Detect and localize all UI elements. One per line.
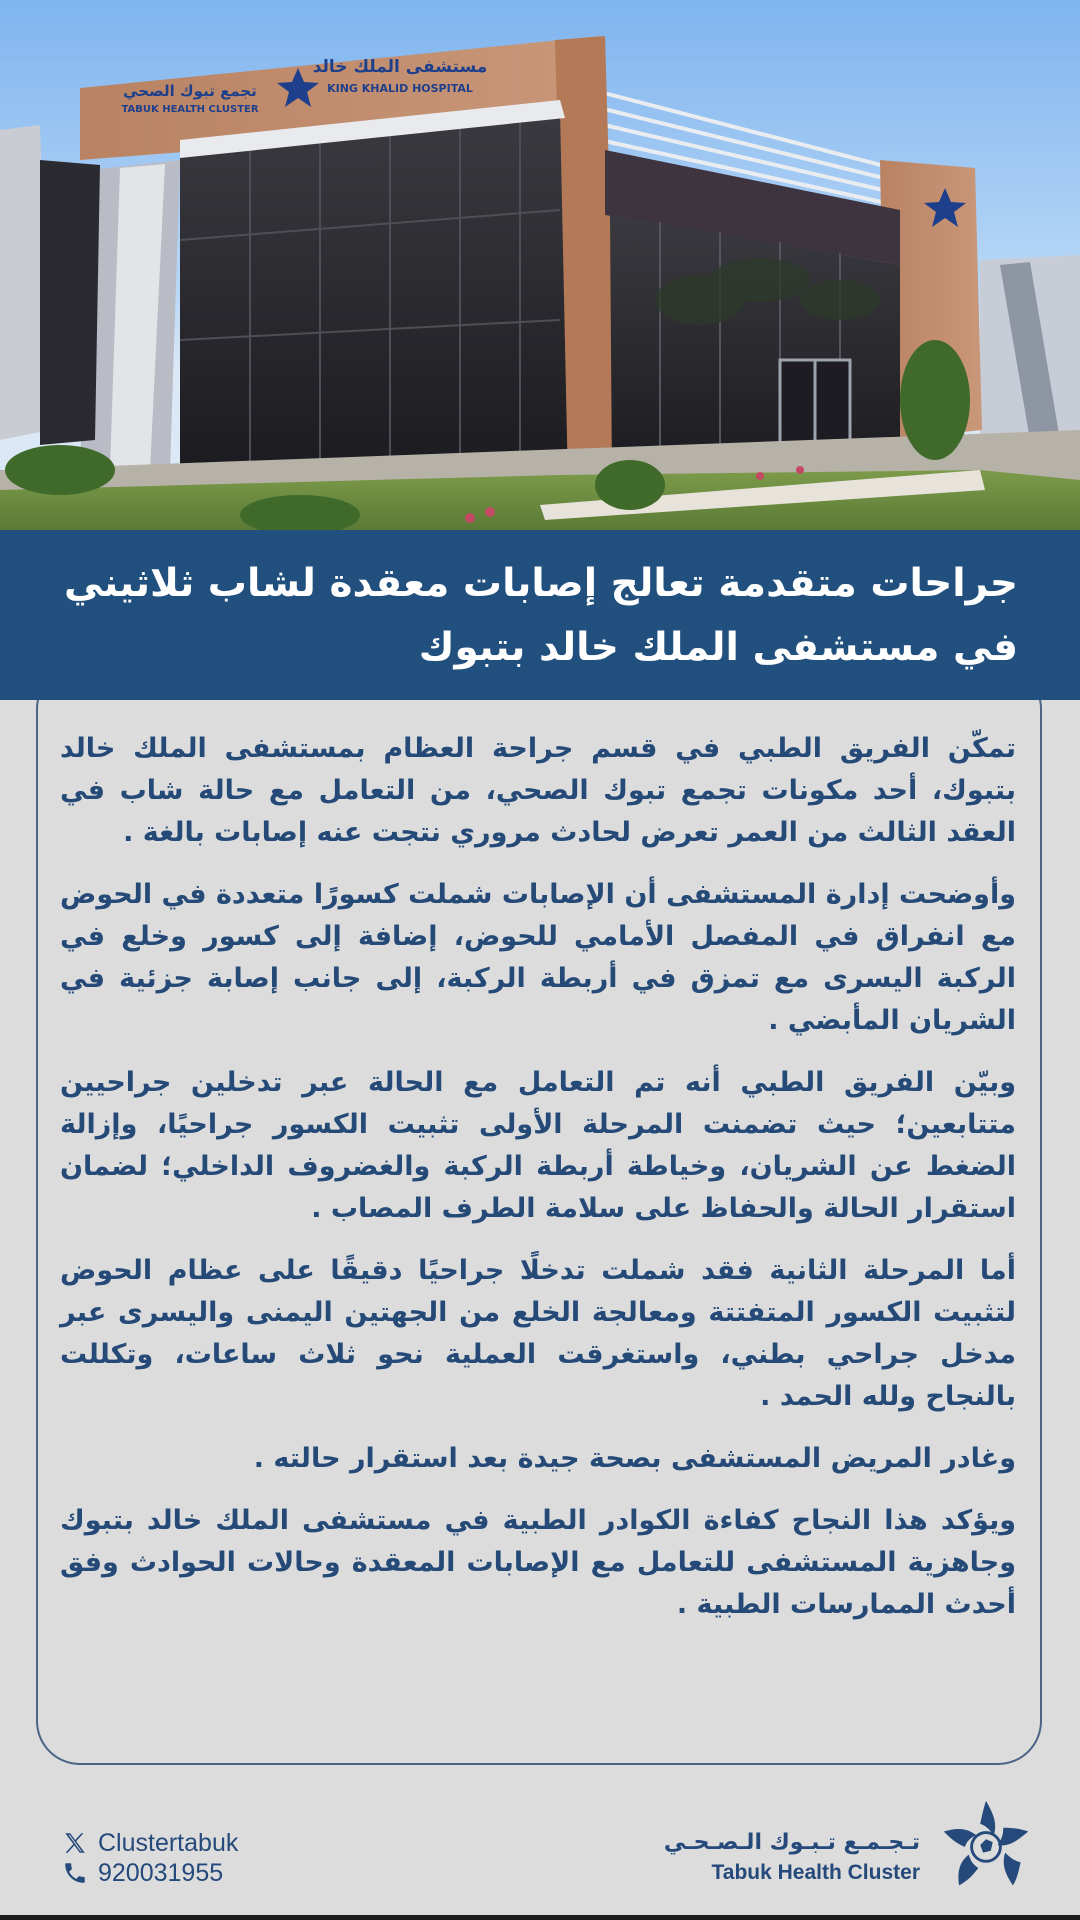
article-paragraph: أما المرحلة الثانية فقد شملت تدخلًا جراحيًا دقيقًا على عظام الحوض لتثبيت الكسور المتفتتة ومعالجة الخلع من الجهتين اليمنى واليسرى عبر مدخل جراحي بطني، واستغرقت العملية نحو ثلاث ساعات، وتكللت بالنجاح ولله الحمد . [60,1255,1016,1412]
article-paragraph: وبيّن الفريق الطبي أنه تم التعامل مع الحالة عبر تدخلين جراحيين متتابعين؛ حيث تضمنت المرحلة الأولى تثبيت الكسور جراحيًا، وإزالة الضغط عن الشريان، وخياطة أربطة الركبة والغضروف الداخلي؛ لضمان استقرار الحالة والحفاظ على سلامة الطرف المصاب . [60,1067,1016,1224]
x-account-link[interactable] [62,1828,238,1858]
x-logo-icon [62,1830,88,1856]
title-line-1: جراحات متقدمة تعالج إصابات معقدة لشاب ثلاثيني [64,561,1018,606]
cluster-sign-ar: تجمع تبوك الصحي [123,82,257,100]
article-paragraph: وغادر المريض المستشفى بصحة جيدة بعد استقرار حالته . [253,1443,1016,1474]
phone-link[interactable] [62,1858,238,1888]
phone-icon [62,1860,88,1886]
brand-name-ar: تـجـمـع تـبـوك الـصـحـي [663,1830,920,1855]
phone-number: 920031955 [98,1859,224,1887]
article-paragraph: تمكّن الفريق الطبي في قسم جراحة العظام بمستشفى الملك خالد بتبوك، أحد مكونات تجمع تبوك الصحي، من التعامل مع حالة شاب في العقد الثالث من العمر تعرض لحادث مروري نتجت عنه إصابات بالغة . [60,733,1016,848]
article-paragraph: ويؤكد هذا النجاح كفاءة الكوادر الطبية في مستشفى الملك خالد بتبوك وجاهزية المستشفى للتعامل مع الإصابات المعقدة وحالات الحوادث وفق أحدث الممارسات الطبية . [60,1505,1016,1620]
article-body [60,728,1016,1646]
bottom-divider [0,1915,1080,1920]
title-band [0,530,1080,700]
main-sign-en: KING KHALID HOSPITAL [327,82,473,95]
article-paragraph: وأوضحت إدارة المستشفى أن الإصابات شملت كسورًا متعددة في الحوض مع انفراق في المفصل الأمامي للحوض، إضافة إلى كسور وخلع في الركبة اليسرى مع تمزق في أربطة الركبة، إلى جانب إصابة جزئية في الشريان المأبضي . [60,879,1016,1036]
title-line-2: في مستشفى الملك خالد بتبوك [418,625,1018,670]
page-title [58,552,1018,680]
x-handle: Clustertabuk [98,1829,239,1857]
main-sign-ar: مستشفى الملك خالد [312,57,488,77]
footer-contacts [62,1828,238,1888]
hospital-photo [0,0,1080,530]
cluster-brand [664,1828,920,1888]
cluster-logo-icon [938,1797,1034,1893]
hospital-building-illustration [0,0,1080,530]
brand-name-en: Tabuk Health Cluster [711,1861,920,1884]
cluster-sign-en: TABUK HEALTH CLUSTER [121,104,259,115]
